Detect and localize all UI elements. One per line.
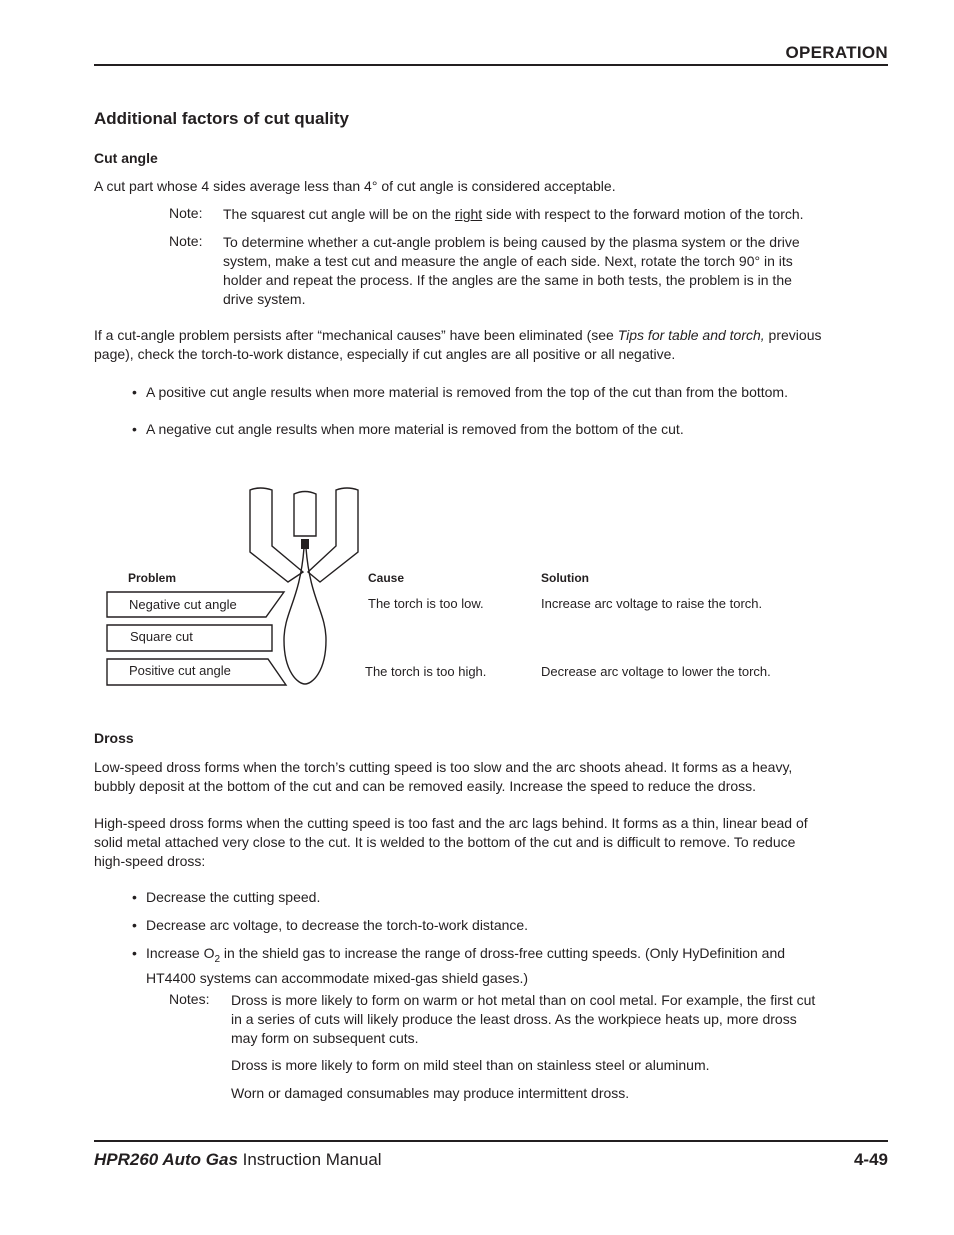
page-number: 4-49 [853, 1150, 888, 1169]
cut-angle-intro: A cut part whose 4 sides average less than 4° of cut angle is considered acceptable. [94, 178, 616, 194]
footer-manual: Instruction Manual [237, 1150, 382, 1169]
left-plate-shape [250, 488, 303, 582]
bullet-negative-angle: • A negative cut angle results when more material is removed from the bottom of the cut. [132, 421, 684, 437]
cause-positive: The torch is too high. [365, 664, 487, 679]
cause-negative: The torch is too low. [368, 596, 484, 611]
note-text-2: To determine whether a cut-angle problem is being caused by the plasma system or the drive system, make a test cut and measure the angle of each side. Next, rotate the torch 90° in its holder and repeat the process. If the angles are the same in both tests, the problem is in the drive system. [223, 234, 800, 307]
note-text-1: The squarest cut angle will be on the right side with respect to the forward motion of the torch. [223, 206, 804, 222]
torch-tip-icon [301, 539, 309, 549]
dross-bullet-oxygen: • Increase $O_2$ in the shield gas to increase the range of dross-free cutting speeds. (Only HyDefinition and HT4400 systems can accommodate mixed-gas shield gases.) [132, 945, 786, 986]
section-title-header: OPERATION [785, 43, 888, 62]
dross-heading: Dross [94, 730, 134, 746]
dross-paragraph-2: High-speed dross forms when the cutting speed is too fast and the arc lags behind. It forms as a thin, linear bead of solid metal attached very close to the cut. It is welded to the bottom of the cut and is difficult to remove. To reduce high-speed dross: [94, 815, 808, 869]
dross-bullet-voltage: • Decrease arc voltage, to decrease the torch-to-work distance. [132, 917, 529, 933]
footer-product: HPR260 Auto Gas [94, 1150, 238, 1169]
footer-manual-title [94, 1150, 382, 1170]
problem-positive: Positive cut angle [129, 663, 231, 678]
footer-rule [94, 1140, 888, 1142]
problem-square: Square cut [130, 629, 193, 644]
dross-paragraph-1: Low-speed dross forms when the torch’s cutting speed is too slow and the arc shoots ahead. It forms as a heavy, bubbly deposit at the bottom of the cut and can be removed easily. Increase the speed to reduce the dross. [94, 759, 793, 794]
bullet-positive-angle: • A positive cut angle results when more material is removed from the top of the cut than from the bottom. [132, 384, 788, 400]
note-label-1: Note: [169, 205, 203, 221]
dross-note-2: Dross is more likely to form on mild steel than on stainless steel or aluminum. [231, 1057, 710, 1073]
dross-notes-label: Notes: [169, 991, 210, 1007]
arc-teardrop-shape [284, 548, 326, 684]
solution-negative: Increase arc voltage to raise the torch. [541, 596, 763, 611]
solution-positive: Decrease arc voltage to lower the torch. [541, 664, 771, 679]
column-problem: Problem [128, 571, 177, 585]
column-cause: Cause [368, 571, 405, 585]
torch-shape [294, 492, 316, 537]
dross-note-3: Worn or damaged consumables may produce intermittent dross. [231, 1085, 630, 1101]
problem-negative: Negative cut angle [129, 597, 237, 612]
column-solution: Solution [541, 571, 589, 585]
persist-paragraph: If a cut-angle problem persists after “mechanical causes” have been eliminated (see Tips for table and torch, previous page), check the torch-to-work distance, especially if cut angles are all positive or all negative. [94, 327, 822, 362]
cut-angle-heading: Cut angle [94, 150, 158, 166]
dross-bullet-speed: • Decrease the cutting speed. [132, 889, 321, 905]
dross-note-1: Dross is more likely to form on warm or hot metal than on cool metal. For example, the first cut in a series of cuts will likely produce the least dross. As the workpiece heats up, more dross may form on subsequent cuts. [231, 992, 816, 1046]
note-label-2: Note: [169, 233, 203, 249]
section-heading: Additional factors of cut quality [94, 109, 350, 128]
